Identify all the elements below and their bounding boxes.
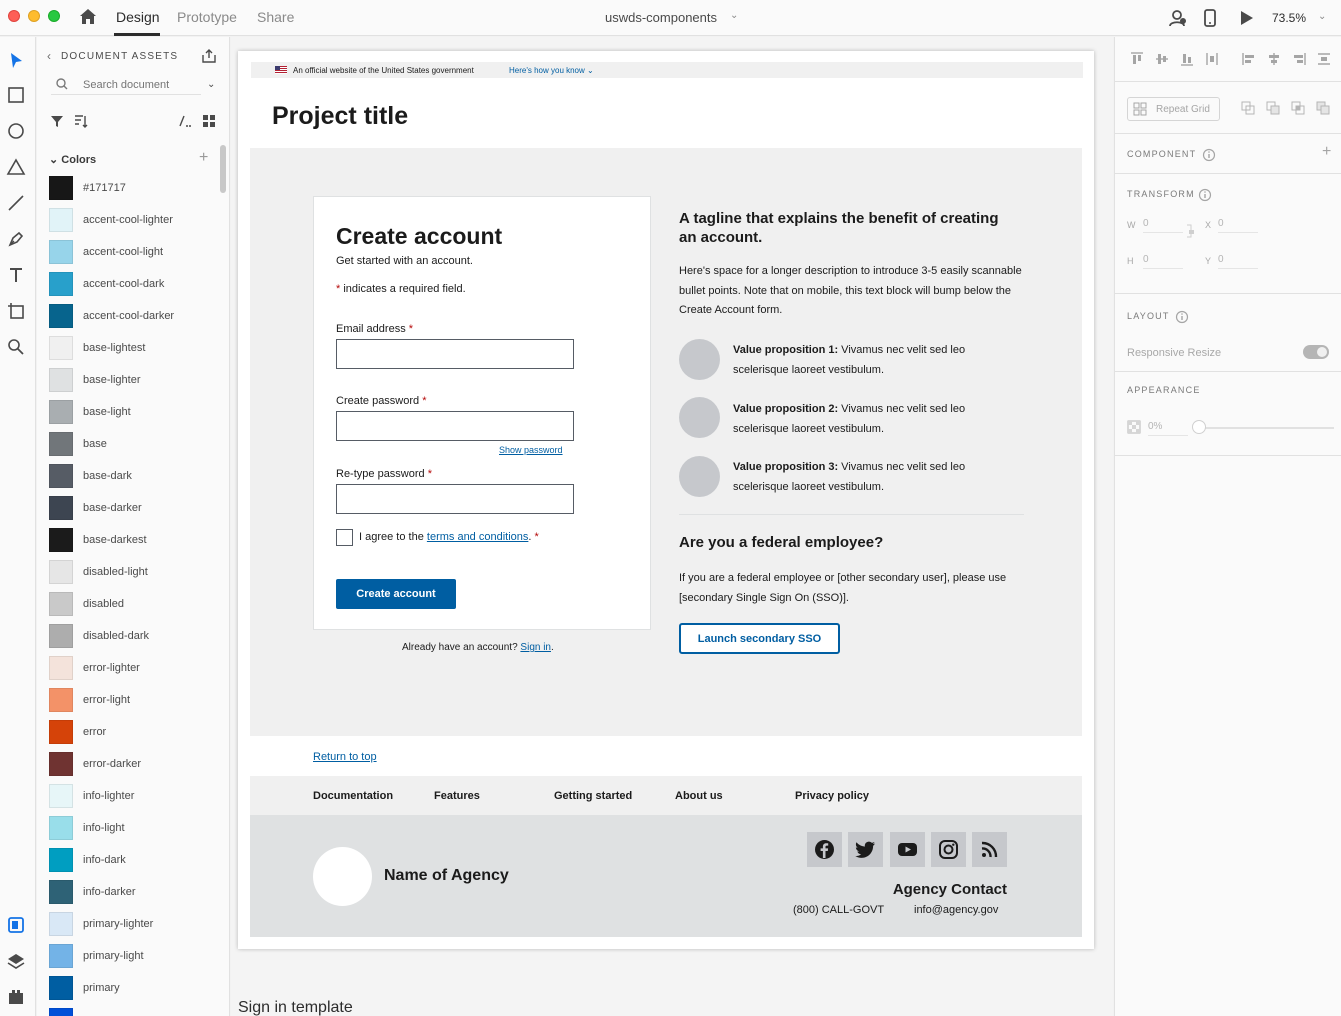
gov-banner <box>251 62 1083 78</box>
required-star: * <box>427 468 432 480</box>
color-asset-item[interactable] <box>49 368 214 392</box>
required-star: * <box>534 531 539 543</box>
align-center-icon[interactable] <box>1266 51 1282 67</box>
color-asset-item[interactable] <box>49 848 214 872</box>
add-color-icon[interactable]: + <box>199 149 209 166</box>
color-name: base-darkest <box>83 534 147 546</box>
color-name: #171717 <box>83 182 126 194</box>
color-name: primary-lighter <box>83 918 154 930</box>
separator <box>1115 293 1341 294</box>
color-swatch[interactable] <box>49 368 73 392</box>
twitter-link[interactable] <box>848 832 883 867</box>
color-swatch[interactable] <box>49 752 73 776</box>
gov-banner-link[interactable]: Here's how you know ⌄ <box>509 66 594 75</box>
facebook-link[interactable] <box>807 832 842 867</box>
separator <box>1115 133 1341 134</box>
divider <box>679 514 1024 515</box>
password-label-text: Create password <box>336 395 420 407</box>
search-input[interactable] <box>83 77 199 93</box>
color-asset-item[interactable] <box>49 464 214 488</box>
color-name: base-dark <box>83 470 132 482</box>
value-prop-3 <box>733 458 1023 497</box>
chevron-down-icon[interactable]: ⌄ <box>730 10 739 21</box>
color-name: error-lighter <box>83 662 140 674</box>
color-asset-item[interactable] <box>49 496 214 520</box>
boolean-add-icon[interactable] <box>1240 100 1256 116</box>
select-tool-icon[interactable] <box>6 51 26 71</box>
project-title: Project title <box>272 102 409 130</box>
color-asset-item[interactable] <box>49 176 214 200</box>
line-tool-icon[interactable] <box>6 193 26 213</box>
agency-name: Name of Agency <box>384 867 509 884</box>
info-icon[interactable] <box>1197 187 1213 203</box>
export-icon[interactable] <box>201 48 217 64</box>
terms-checkbox[interactable] <box>336 529 353 546</box>
color-swatch[interactable] <box>49 720 73 744</box>
opacity-input[interactable]: 0% <box>1148 421 1188 436</box>
email-field[interactable] <box>336 339 574 369</box>
zoom-window-button[interactable] <box>48 10 60 22</box>
color-swatch[interactable] <box>49 528 73 552</box>
value-prop-1 <box>733 341 1023 380</box>
form-subtitle: Get started with an account. <box>336 255 473 267</box>
color-asset-item[interactable] <box>49 240 214 264</box>
terms-prefix: I agree to the <box>359 531 427 543</box>
color-name: base-lighter <box>83 374 141 386</box>
value-prop-icon <box>679 397 720 438</box>
federal-employee-description: If you are a federal employee or [other secondary user], please use [secondary Single Sign On (SSO)]. <box>679 572 1007 604</box>
back-chevron-icon[interactable]: ‹ <box>47 49 51 63</box>
boolean-subtract-icon[interactable] <box>1265 100 1281 116</box>
color-asset-item[interactable] <box>49 560 214 584</box>
color-name: info-darker <box>83 886 136 898</box>
repeat-grid-button[interactable]: Repeat Grid <box>1127 97 1220 121</box>
design-canvas[interactable] <box>231 37 1113 1016</box>
footer-main <box>250 815 1082 937</box>
value-prop-text: Vivamus nec velit sed leo scelerisque laoreet vestibulum. <box>733 461 966 493</box>
launch-sso-button[interactable]: Launch secondary SSO <box>679 623 840 654</box>
assets-scrollbar[interactable] <box>220 145 226 193</box>
color-asset-item[interactable] <box>49 816 214 840</box>
color-asset-item[interactable] <box>49 208 214 232</box>
agency-phone[interactable]: (800) CALL-GOVT <box>793 904 885 916</box>
main-section <box>250 148 1082 736</box>
email-label-text: Email address <box>336 323 406 335</box>
minimize-window-button[interactable] <box>28 10 40 22</box>
layout-heading: LAYOUT <box>1127 311 1170 321</box>
sign-in-suffix: . <box>551 642 554 653</box>
opacity-slider-track[interactable] <box>1198 427 1334 429</box>
color-swatch[interactable] <box>49 272 73 296</box>
component-heading: COMPONENT <box>1127 149 1197 159</box>
y-input[interactable]: 0 <box>1218 254 1258 269</box>
value-prop-label: Value proposition 2: <box>733 403 839 415</box>
color-asset-item[interactable] <box>49 976 214 1000</box>
zoom-tool-icon[interactable] <box>6 337 26 357</box>
color-name: error-darker <box>83 758 142 770</box>
color-asset-item[interactable] <box>49 752 214 776</box>
color-asset-item[interactable] <box>49 400 214 424</box>
color-swatch[interactable] <box>49 496 73 520</box>
color-swatch[interactable] <box>49 880 73 904</box>
color-swatch[interactable] <box>49 464 73 488</box>
color-swatch[interactable] <box>49 688 73 712</box>
description: Here's space for a longer description to introduce 3-5 easily scannable bullet points. Note that on mobile, this text block will bump below the Create Account form. <box>679 265 1022 316</box>
footer-nav-features[interactable]: Features <box>434 790 480 802</box>
color-name: base-darker <box>83 502 142 514</box>
value-prop-text: Vivamus nec velit sed leo scelerisque laoreet vestibulum. <box>733 344 966 376</box>
agency-email[interactable]: info@agency.gov <box>914 904 999 916</box>
color-name: disabled <box>83 598 124 610</box>
align-bottom-icon[interactable] <box>1179 51 1195 67</box>
mobile-preview-icon[interactable] <box>1200 8 1220 28</box>
color-swatch[interactable] <box>49 560 73 584</box>
color-swatch[interactable] <box>49 592 73 616</box>
youtube-link[interactable] <box>890 832 925 867</box>
required-star: * <box>336 283 341 295</box>
chevron-down-icon: ⌄ <box>49 154 62 166</box>
width-input[interactable]: 0 <box>1143 218 1183 233</box>
artboard-tool-icon[interactable] <box>6 301 26 321</box>
youtube-icon <box>897 839 918 860</box>
info-icon[interactable] <box>1201 147 1217 163</box>
color-asset-item[interactable] <box>49 784 214 808</box>
retype-password-label <box>336 468 432 480</box>
retype-label-text: Re-type password <box>336 468 425 480</box>
color-asset-item[interactable] <box>49 880 214 904</box>
footer-nav-getting-started[interactable]: Getting started <box>554 790 633 802</box>
required-note <box>336 283 466 295</box>
footer-nav-documentation[interactable]: Documentation <box>313 790 394 802</box>
create-account-form <box>313 196 651 630</box>
required-star: * <box>408 323 414 335</box>
property-inspector <box>1114 37 1341 1016</box>
zoom-level[interactable]: 73.5% <box>1272 11 1307 25</box>
color-swatch[interactable] <box>49 816 73 840</box>
rss-icon <box>979 839 1000 860</box>
separator <box>1115 455 1341 456</box>
color-name: base <box>83 438 107 450</box>
color-swatch[interactable] <box>49 848 73 872</box>
color-swatch[interactable] <box>49 432 73 456</box>
x-label: X <box>1205 220 1212 230</box>
gov-banner-text: An official website of the United States government <box>293 66 474 75</box>
color-name: primary <box>83 982 120 994</box>
filter-icon[interactable] <box>49 113 65 129</box>
user-icon[interactable] <box>1168 8 1188 28</box>
color-name: error <box>83 726 107 738</box>
color-asset-item[interactable] <box>49 656 214 680</box>
responsive-resize-label: Responsive Resize <box>1127 347 1222 359</box>
layers-panel-icon[interactable] <box>6 951 26 971</box>
terms-link[interactable]: terms and conditions <box>426 531 529 543</box>
pen-tool-icon[interactable] <box>6 229 26 249</box>
already-text: Already have an account? <box>402 642 521 653</box>
height-input[interactable]: 0 <box>1143 254 1183 269</box>
opacity-icon <box>1126 419 1142 435</box>
color-asset-item[interactable] <box>49 720 214 744</box>
agency-logo <box>313 847 372 906</box>
color-asset-item[interactable] <box>49 624 214 648</box>
document-assets-panel <box>37 37 230 1016</box>
separator <box>1115 371 1341 372</box>
footer-nav-about-us[interactable]: About us <box>675 790 723 802</box>
color-swatch[interactable] <box>49 944 73 968</box>
twitter-icon <box>855 839 876 860</box>
color-asset-item[interactable] <box>49 1008 214 1016</box>
color-swatch[interactable] <box>49 176 73 200</box>
value-prop-icon <box>679 339 720 380</box>
search-filter-chevron-icon[interactable]: ⌄ <box>207 79 216 90</box>
us-flag-icon <box>275 66 287 74</box>
distribute-vertical-icon[interactable] <box>1316 51 1332 67</box>
search-icon <box>55 77 69 91</box>
color-swatch[interactable] <box>49 208 73 232</box>
align-top-icon[interactable] <box>1129 51 1145 67</box>
color-name: accent-cool-lighter <box>83 214 173 226</box>
email-label <box>336 323 413 335</box>
colors-heading: Colors <box>61 154 97 166</box>
color-swatch[interactable] <box>49 240 73 264</box>
tab-prototype[interactable]: Prototype <box>177 9 237 25</box>
width-label: W <box>1127 220 1136 230</box>
tab-design[interactable]: Design <box>116 9 160 25</box>
play-icon[interactable] <box>1236 8 1256 28</box>
federal-employee-title: Are you a federal employee? <box>679 534 884 551</box>
info-icon[interactable] <box>1174 309 1190 325</box>
color-swatch[interactable] <box>49 912 73 936</box>
retype-password-field[interactable] <box>336 484 574 514</box>
color-swatch[interactable] <box>49 656 73 680</box>
footer-nav-privacy-policy[interactable]: Privacy policy <box>795 790 869 802</box>
title-bar <box>0 0 1341 36</box>
color-asset-item[interactable] <box>49 688 214 712</box>
height-label: H <box>1127 256 1134 266</box>
plugins-panel-icon[interactable] <box>6 987 26 1007</box>
already-have-account <box>402 642 554 653</box>
rss-link[interactable] <box>972 832 1007 867</box>
y-label: Y <box>1205 256 1212 266</box>
value-prop-2 <box>733 400 1023 439</box>
password-label <box>336 395 427 407</box>
color-name: error-light <box>83 694 131 706</box>
color-swatch[interactable] <box>49 1008 73 1016</box>
instagram-link[interactable] <box>931 832 966 867</box>
assets-panel-icon[interactable] <box>6 915 26 935</box>
value-prop-icon <box>679 456 720 497</box>
add-component-icon[interactable]: + <box>1322 143 1332 160</box>
required-note-text: indicates a required field. <box>340 283 466 295</box>
color-name: base-lightest <box>83 342 146 354</box>
color-name: base-light <box>83 406 131 418</box>
distribute-horizontal-icon[interactable] <box>1204 51 1220 67</box>
color-name: accent-cool-darker <box>83 310 175 322</box>
polygon-tool-icon[interactable] <box>6 157 26 177</box>
instagram-icon <box>938 839 959 860</box>
form-title: Create account <box>336 223 503 249</box>
assets-title: DOCUMENT ASSETS <box>61 51 179 62</box>
return-to-top-link[interactable]: Return to top <box>313 751 377 763</box>
color-name: disabled-dark <box>83 630 150 642</box>
artboard-label-sign-in[interactable]: Sign in template <box>238 999 353 1016</box>
tagline: A tagline that explains the benefit of creating an account. <box>679 210 999 246</box>
color-name: info-dark <box>83 854 126 866</box>
align-right-icon[interactable] <box>1291 51 1307 67</box>
zoom-chevron-icon[interactable]: ⌄ <box>1318 11 1327 22</box>
separator <box>1115 173 1341 174</box>
value-prop-text: Vivamus nec velit sed leo scelerisque laoreet vestibulum. <box>733 403 966 435</box>
color-swatch[interactable] <box>49 400 73 424</box>
color-swatch[interactable] <box>49 624 73 648</box>
separator <box>1115 81 1341 82</box>
appearance-heading: APPEARANCE <box>1127 385 1201 395</box>
color-name: primary-light <box>83 950 144 962</box>
align-left-icon[interactable] <box>1241 51 1257 67</box>
create-account-button[interactable]: Create account <box>336 579 456 609</box>
align-middle-icon[interactable] <box>1154 51 1170 67</box>
opacity-slider-handle[interactable] <box>1192 420 1206 434</box>
grid-view-icon[interactable] <box>201 113 217 129</box>
color-asset-item[interactable] <box>49 592 214 616</box>
password-field[interactable] <box>336 411 574 441</box>
color-name: disabled-light <box>83 566 148 578</box>
color-swatch[interactable] <box>49 304 73 328</box>
sign-in-link[interactable]: Sign in <box>520 642 551 653</box>
color-asset-item[interactable] <box>49 336 214 360</box>
home-icon[interactable] <box>78 7 98 27</box>
agency-contact-title: Agency Contact <box>892 881 1007 898</box>
required-star: * <box>422 395 427 407</box>
lock-aspect-icon[interactable] <box>1185 223 1201 239</box>
tab-share[interactable]: Share <box>257 9 295 25</box>
search-box <box>51 75 201 95</box>
footer-nav <box>250 776 1082 815</box>
terms-suffix: . <box>528 531 532 543</box>
color-name: info-lighter <box>83 790 135 802</box>
x-input[interactable]: 0 <box>1218 218 1258 233</box>
color-name: accent-cool-light <box>83 246 164 258</box>
color-asset-item[interactable] <box>49 304 214 328</box>
color-asset-item[interactable] <box>49 912 214 936</box>
transform-heading: TRANSFORM <box>1127 189 1195 199</box>
color-asset-item[interactable] <box>49 528 214 552</box>
value-prop-label: Value proposition 1: <box>733 344 839 356</box>
color-swatch[interactable] <box>49 784 73 808</box>
close-window-button[interactable] <box>8 10 20 22</box>
terms-label <box>359 531 539 543</box>
sort-icon[interactable] <box>73 113 89 129</box>
color-name: info-light <box>83 822 125 834</box>
value-prop-label: Value proposition 3: <box>733 461 839 473</box>
color-swatch[interactable] <box>49 336 73 360</box>
artboard-create-account[interactable] <box>238 51 1094 949</box>
list-view-icon[interactable] <box>177 113 193 129</box>
text-tool-icon[interactable] <box>6 265 26 285</box>
boolean-exclude-icon[interactable] <box>1315 100 1331 116</box>
color-asset-item[interactable] <box>49 944 214 968</box>
color-asset-item[interactable] <box>49 272 214 296</box>
facebook-icon <box>814 839 835 860</box>
boolean-intersect-icon[interactable] <box>1290 100 1306 116</box>
color-swatch[interactable] <box>49 976 73 1000</box>
colors-section-header[interactable] <box>49 153 96 166</box>
ellipse-tool-icon[interactable] <box>6 121 26 141</box>
active-tab-indicator <box>114 33 160 36</box>
show-password-link[interactable]: Show password <box>499 445 563 455</box>
responsive-resize-toggle[interactable] <box>1303 345 1329 359</box>
repeat-grid-icon <box>1132 101 1148 117</box>
color-asset-item[interactable] <box>49 432 214 456</box>
color-name: accent-cool-dark <box>83 278 165 290</box>
document-title[interactable]: uswds-components <box>605 10 717 25</box>
rectangle-tool-icon[interactable] <box>6 85 26 105</box>
tool-rail <box>0 37 36 1016</box>
